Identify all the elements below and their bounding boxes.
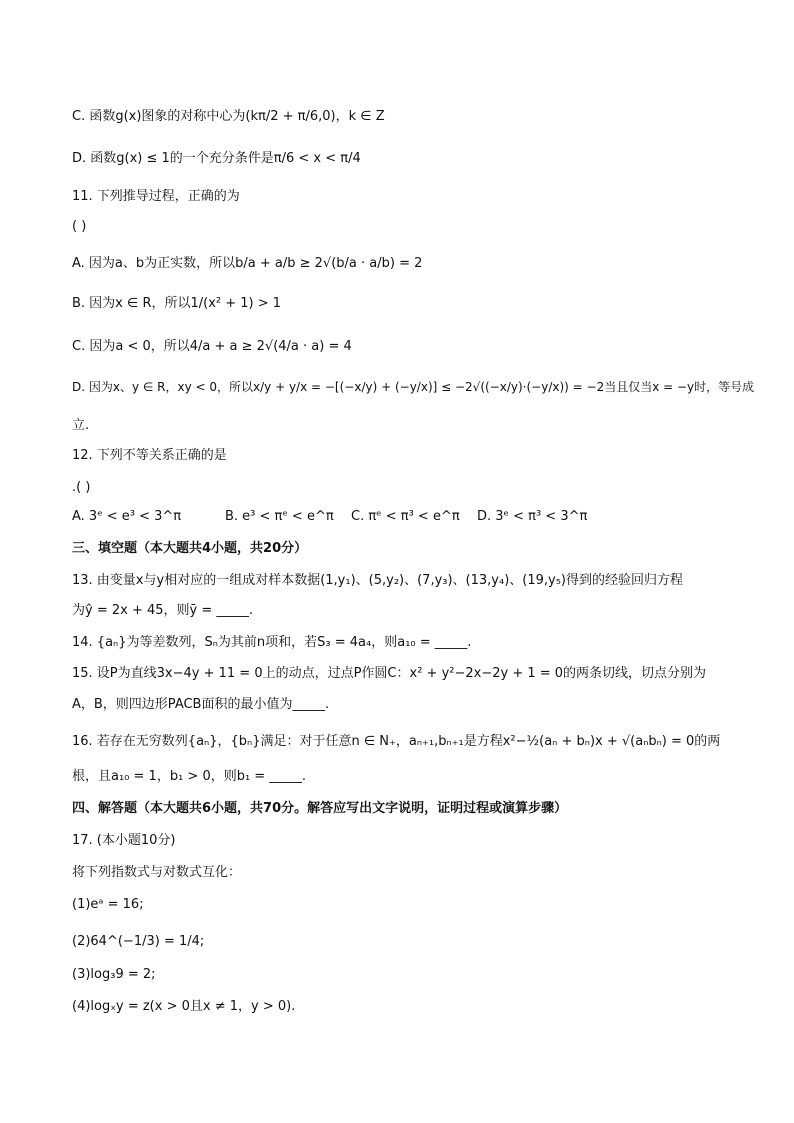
q15-stem: 15. 设P为直线3x−4y + 11 = 0上的动点，过点P作圆C：x² + y²−2x−2y + 1 = 0的两条切线，切点分别为 bbox=[72, 666, 707, 681]
q12-stem: 12. 下列不等关系正确的是 bbox=[72, 448, 227, 463]
q17-instruction: 将下列指数式与对数式互化： bbox=[72, 865, 242, 880]
q12-blank: .( ) bbox=[72, 480, 91, 495]
q11-option-b: B. 因为x ∈ R，所以1/(x² + 1) > 1 bbox=[72, 296, 282, 311]
q11-option-d: D. 因为x、y ∈ R，xy < 0，所以x/y + y/x = −[(−x/y) + (−y/x)] ≤ −2√((−x/y)·(−y/x)) = −2当且仅当x = −y时，等号成 bbox=[72, 380, 755, 394]
q16-stem-cont: 根，且a₁₀ = 1，b₁ > 0，则b₁ = _____. bbox=[72, 769, 306, 784]
q12-option-d: D. 3ᵉ < π³ < 3^π bbox=[477, 509, 588, 524]
q16-stem: 16. 若存在无穷数列{aₙ}，{bₙ}满足：对于任意n ∈ N₊，aₙ₊₁,bₙ₊₁是方程x²−½(aₙ + bₙ)x + √(aₙbₙ) = 0的两 bbox=[72, 734, 721, 749]
q17-item-3: (3)log₃9 = 2; bbox=[72, 967, 156, 982]
q10-option-d: D. 函数g(x) ≤ 1的一个充分条件是π/6 < x < π/4 bbox=[72, 151, 361, 166]
q13-stem-cont: 为ŷ = 2x + 45，则ȳ = _____. bbox=[72, 603, 253, 618]
q15-stem-cont: A，B，则四边形PACB面积的最小值为_____. bbox=[72, 697, 330, 712]
q17-title: 17. (本小题10分) bbox=[72, 833, 176, 848]
q12-option-a: A. 3ᵉ < e³ < 3^π bbox=[72, 509, 182, 524]
section-3-heading: 三、填空题（本大题共4小题，共20分） bbox=[72, 541, 308, 556]
q17-item-4: (4)logₓy = z(x > 0且x ≠ 1，y > 0). bbox=[72, 999, 296, 1014]
q12-options bbox=[72, 508, 734, 526]
q11-option-a: A. 因为a、b为正实数，所以b/a + a/b ≥ 2√(b/a · a/b) = 2 bbox=[72, 256, 423, 271]
section-4-heading: 四、解答题（本大题共6小题，共70分。解答应写出文字说明，证明过程或演算步骤） bbox=[72, 801, 568, 816]
q12-option-b: B. e³ < πᵉ < e^π bbox=[225, 509, 334, 524]
q12-option-c: C. πᵉ < π³ < e^π bbox=[351, 509, 460, 524]
q17-item-2: (2)64^(−1/3) = 1/4; bbox=[72, 934, 205, 949]
q13-stem: 13. 由变量x与y相对应的一组成对样本数据(1,y₁)、(5,y₂)、(7,y₃)、(13,y₄)、(19,y₅)得到的经验回归方程 bbox=[72, 573, 683, 588]
q14-stem: 14. {aₙ}为等差数列，Sₙ为其前n项和，若S₃ = 4a₄，则a₁₀ = _____. bbox=[72, 635, 472, 650]
q11-option-c: C. 因为a < 0，所以4/a + a ≥ 2√(4/a · a) = 4 bbox=[72, 339, 352, 354]
q10-option-c: C. 函数g(x)图象的对称中心为(kπ/2 + π/6,0)，k ∈ Z bbox=[72, 109, 385, 124]
q11-stem: 11. 下列推导过程，正确的为 bbox=[72, 189, 240, 204]
q11-blank: ( ) bbox=[72, 219, 87, 234]
q11-option-d-cont: 立. bbox=[72, 418, 90, 433]
q17-item-1: (1)eᵃ = 16; bbox=[72, 897, 144, 912]
